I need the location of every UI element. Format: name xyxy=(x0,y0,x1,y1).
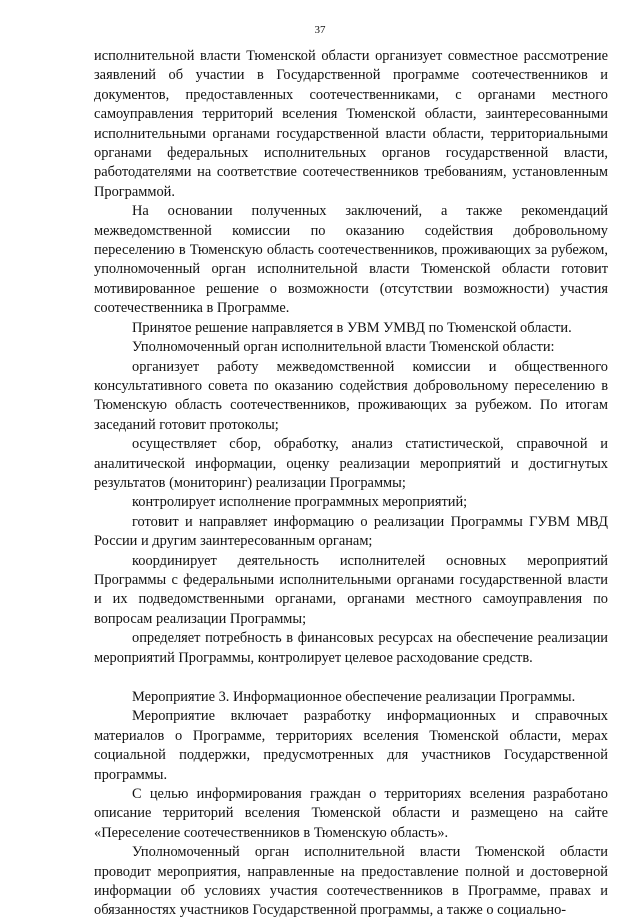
paragraph-5: организует работу межведомственной комиссии и общественного консультативного совета по оказанию содействия добровольному переселению в Тюменскую область соотечественников, проживающих за рубежом. По итогам заседаний готовит протоколы; xyxy=(94,358,608,433)
paragraph-9: координирует деятельность исполнителей основных мероприятий Программы с федеральными исполнительными органами государственной власти и их подведомственными органами, органами местного самоуправления по вопросам реализации Программы; xyxy=(94,552,608,627)
section-heading: Мероприятие 3. Информационное обеспечение реализации Программы. xyxy=(132,689,576,705)
paragraph-6: осуществляет сбор, обработку, анализ статистической, справочной и аналитической информации, оценку реализации мероприятий и достигнутых результатов (мониторинг) реализации Программы; xyxy=(94,436,608,491)
paragraph-7: контролирует исполнение программных мероприятий; xyxy=(132,494,468,511)
page-number: 37 xyxy=(314,24,326,36)
paragraph-1: исполнительной власти Тюменской области организует совместное рассмотрение заявлений об участии в Государственной программе соотечественников и документов, предоставленных соотечественниками, с органами местного самоуправления территорий вселения Тюменской области, заинтересованными исполнительными органами государственной власти области, территориальными органами федеральных исполнительных органов государственной власти, работодателями на соответствие соотечественников требованиям, установленным Программой. xyxy=(94,48,608,200)
paragraph-10: определяет потребность в финансовых ресурсах на обеспечение реализации мероприятий Программы, контролирует целевое расходование средств. xyxy=(94,630,608,666)
paragraph-13: С целью информирования граждан о территориях вселения разработано описание территорий вселения Тюменской области и размещено на сайте «Переселение соотечественников в Тюменскую область». xyxy=(94,786,608,841)
paragraph-3: Принятое решение направляется в УВМ УМВД по Тюменской области. xyxy=(132,319,572,336)
paragraph-14: Уполномоченный орган исполнительной власти Тюменской области проводит мероприятия, направленные на предоставление полной и достоверной информации об условиях участия соотечественников в Программе, правах и обязанностях участников Государственной программы, а также о социально- xyxy=(94,844,608,919)
paragraph-8: готовит и направляет информацию о реализации Программы ГУВМ МВД России и другим заинтересованным органам; xyxy=(94,513,608,550)
paragraph-12: Мероприятие включает разработку информационных и справочных материалов о Программе, территориях вселения Тюменской области, мерах социальной поддержки, предусмотренных для участников Государственной программы. xyxy=(94,708,608,783)
paragraph-2: На основании полученных заключений, а также рекомендаций межведомственной комиссии по оказанию содействия добровольному переселению в Тюменскую область соотечественников, проживающих за рубежом, уполномоченный орган исполнительной власти Тюменской области готовит мотивированное решение о возможности (отсутствии возможности) участия соотечественника в Программе. xyxy=(94,203,608,317)
document-body xyxy=(94,47,608,921)
paragraph-4: Уполномоченный орган исполнительной власти Тюменской области: xyxy=(132,339,555,356)
